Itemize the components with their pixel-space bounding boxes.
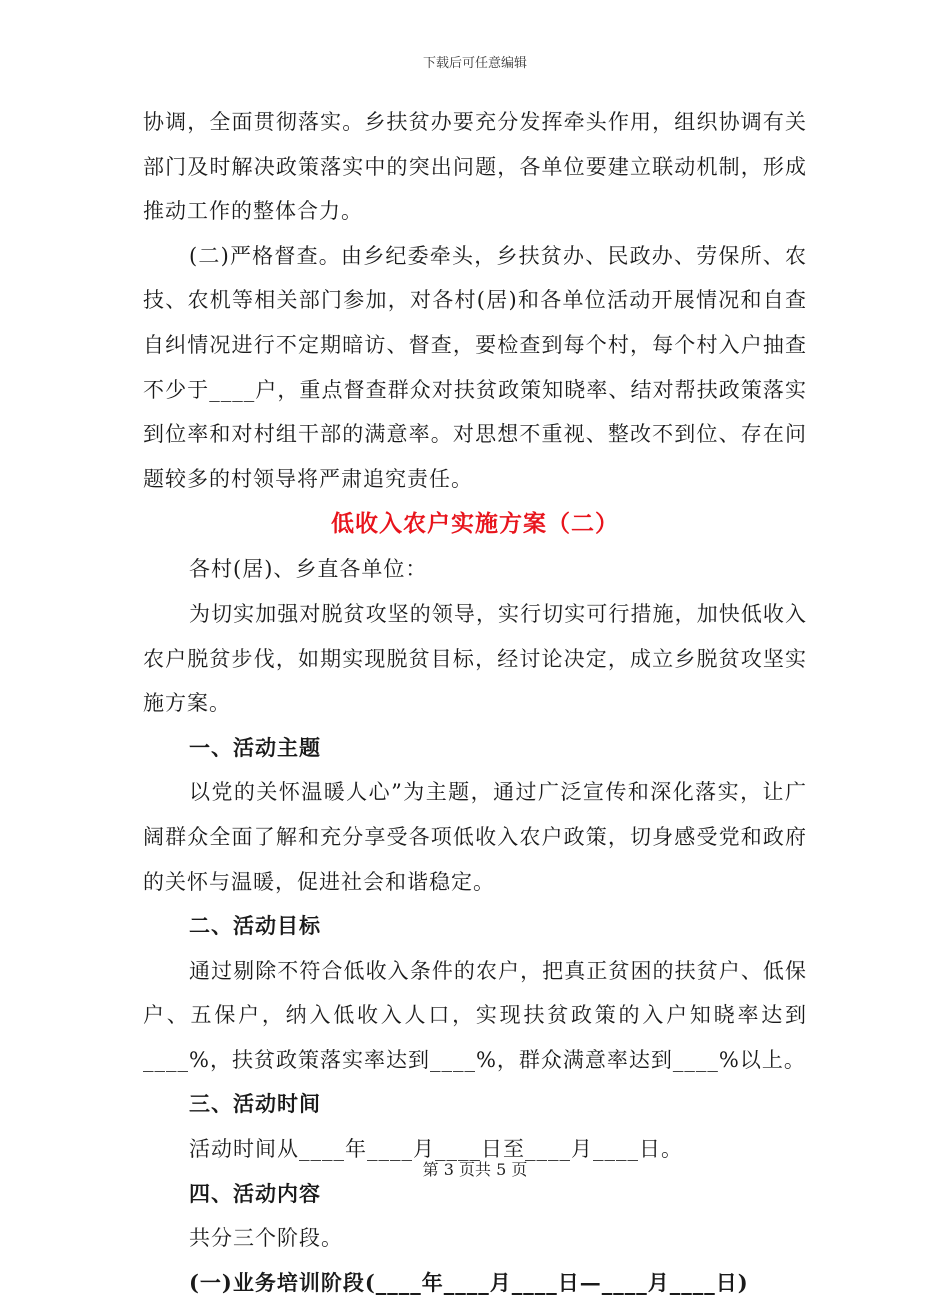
paragraph-supervision: (二)严格督查。由乡纪委牵头，乡扶贫办、民政办、劳保所、农技、农机等相关部门参加，对各村(居)和各单位活动开展情况和自查自纠情况进行不定期暗访、督查，要检查到每个村，每个村入户抽查不少于____户，重点督查群众对扶贫政策知晓率、结对帮扶政策落实到位率和对村组干部的满意率。对思想不重视、整改不到位、存在问题较多的村领导将严肃追究责任。 — [143, 243, 807, 491]
paragraph-goal: 通过剔除不符合低收入条件的农户，把真正贫困的扶贫户、低保户、五保户，纳入低收入人口，实现扶贫政策的入户知晓率达到____%，扶贫政策落实率达到____%，群众满意率达到____%以上。 — [143, 958, 807, 1072]
heading-time: 三、活动时间 — [189, 1091, 321, 1117]
paragraph-theme: 以党的关怀温暖人心”为主题，通过广泛宣传和深化落实，让广阔群众全面了解和充分享受各项低收入农户政策，切身感受党和政府的关怀与温暖，促进社会和谐稳定。 — [143, 780, 807, 894]
section-title: 低收入农户实施方案（二） — [331, 510, 619, 538]
paragraph-intro: 为切实加强对脱贫攻坚的领导，实行切实可行措施，加快低收入农户脱贫步伐，如期实现脱贫目标，经讨论决定，成立乡脱贫攻坚实施方案。 — [143, 601, 807, 716]
page-header-note: 下载后可任意编辑 — [422, 56, 527, 71]
heading-theme: 一、活动主题 — [189, 734, 321, 760]
paragraph-addressee: 各村(居)、乡直各单位： — [189, 557, 428, 582]
paragraph-stages: 共分三个阶段。 — [189, 1226, 343, 1251]
heading-content: 四、活动内容 — [189, 1180, 321, 1206]
heading-goal: 二、活动目标 — [189, 913, 321, 939]
page-footer-number: 第 3 页共 5 页 — [422, 1160, 528, 1179]
paragraph-coordination: 协调，全面贯彻落实。乡扶贫办要充分发挥牵头作用，组织协调有关部门及时解决政策落实中的突出问题，各单位要建立联动机制，形成推动工作的整体合力。 — [143, 110, 807, 224]
heading-training-stage: (一)业务培训阶段(____年____月____日—____月____日) — [189, 1269, 749, 1295]
document-body — [143, 100, 807, 1305]
paragraph-time: 活动时间从____年____月____日至____月____日。 — [189, 1137, 683, 1162]
